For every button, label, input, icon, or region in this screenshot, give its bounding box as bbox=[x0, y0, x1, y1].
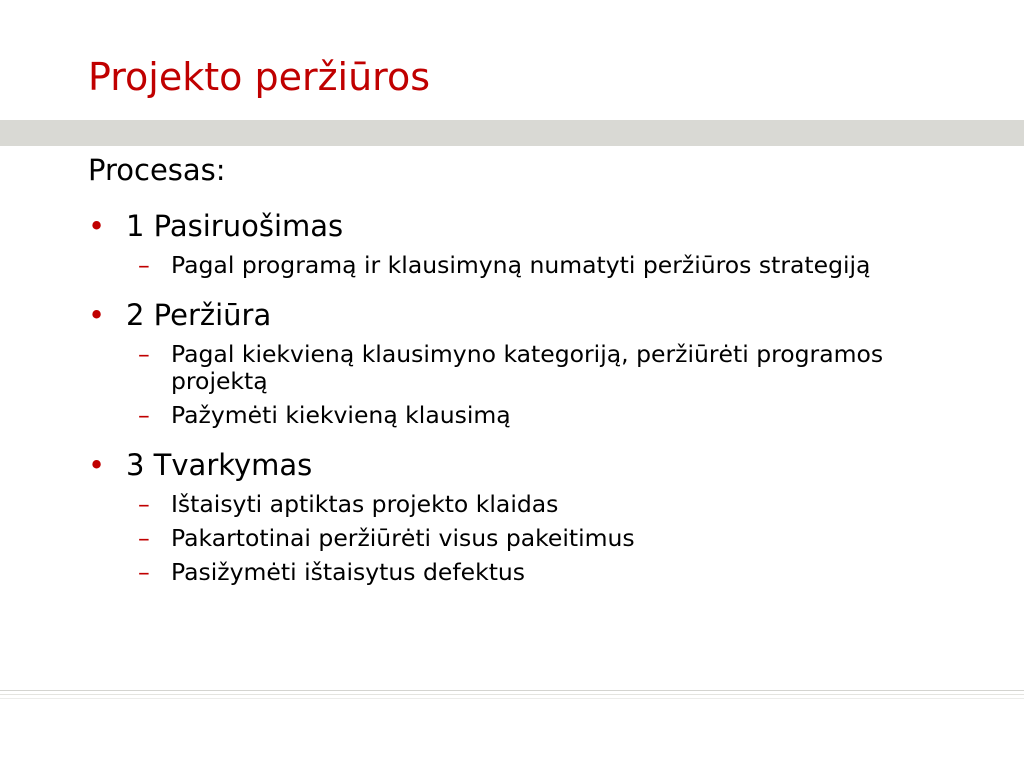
substep-text: Pakartotinai peržiūrėti visus pakeitimus bbox=[171, 524, 635, 552]
substep-list bbox=[88, 341, 988, 429]
step-item bbox=[88, 445, 988, 586]
substep-item bbox=[138, 252, 911, 279]
substep-item bbox=[138, 491, 911, 518]
footer-line bbox=[0, 690, 1024, 691]
footer-line bbox=[0, 698, 1024, 699]
dash-icon: – bbox=[138, 251, 150, 279]
intro-text: Procesas: bbox=[88, 153, 226, 187]
steps-list bbox=[88, 206, 988, 586]
step-row bbox=[88, 295, 988, 335]
slide-title: Projekto peržiūros bbox=[88, 55, 430, 99]
step-row bbox=[88, 206, 988, 246]
bullet-icon: • bbox=[88, 298, 106, 332]
dash-icon: – bbox=[138, 490, 150, 518]
bullet-icon: • bbox=[88, 448, 106, 482]
bullet-icon: • bbox=[88, 209, 106, 243]
step-label: 1 Pasiruošimas bbox=[126, 209, 344, 243]
substep-list bbox=[88, 491, 988, 586]
substep-item bbox=[138, 341, 911, 395]
substep-item bbox=[138, 559, 911, 586]
dash-icon: – bbox=[138, 340, 150, 368]
step-item bbox=[88, 206, 988, 279]
step-row bbox=[88, 445, 988, 485]
substep-text: Pasižymėti ištaisytus defektus bbox=[171, 558, 526, 586]
slide-content bbox=[88, 150, 988, 593]
substep-text: Pažymėti kiekvieną klausimą bbox=[171, 401, 511, 429]
dash-icon: – bbox=[138, 558, 150, 586]
step-label: 2 Peržiūra bbox=[126, 298, 272, 332]
footer-divider bbox=[0, 690, 1024, 700]
dash-icon: – bbox=[138, 524, 150, 552]
substep-list bbox=[88, 252, 988, 279]
substep-text: Ištaisyti aptiktas projekto klaidas bbox=[171, 490, 559, 518]
step-label: 3 Tvarkymas bbox=[126, 448, 313, 482]
substep-item bbox=[138, 525, 911, 552]
step-item bbox=[88, 295, 988, 429]
title-band bbox=[0, 120, 1024, 146]
dash-icon: – bbox=[138, 401, 150, 429]
footer-line bbox=[0, 694, 1024, 695]
substep-text: Pagal kiekvieną klausimyno kategoriją, peržiūrėti programos projektą bbox=[171, 340, 884, 395]
substep-item bbox=[138, 402, 911, 429]
substep-text: Pagal programą ir klausimyną numatyti peržiūros strategiją bbox=[171, 251, 871, 279]
